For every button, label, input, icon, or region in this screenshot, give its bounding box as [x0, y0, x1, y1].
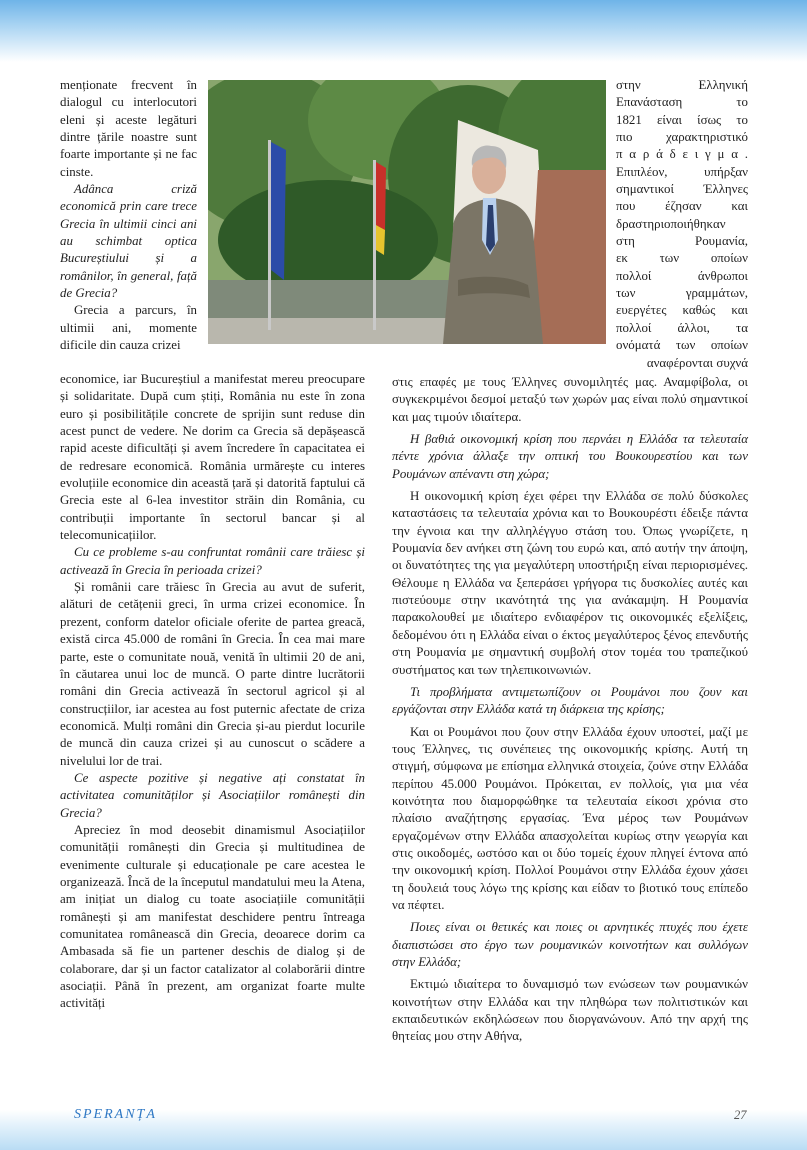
paragraph: menționate frecvent în dialogul cu interlocutori eleni și aceste legături dintre țările noastre sunt foarte importante și ne fac cinste.	[60, 78, 197, 179]
interview-question: Adânca criză economică prin care trece Grecia în ultimii cinci ani au schimbat optica Bucureștiului și a românilor, în general, față de Grecia?	[60, 182, 197, 301]
text-line: δραστηριοποιήθηκαν	[616, 216, 726, 231]
text-line: πολλοί άλλοι, τα	[616, 320, 748, 335]
paragraph: Εκτιμώ ιδιαίτερα το δυναμισμό των ενώσεων των ρουμανικών κοινοτήτων στην Ελλάδα και την πληθώρα των πολιτιστικών και εκπαιδευτικών εκδηλώσεων που διοργανώνουν. Από την αρχή της θητείας μου στην Αθήνα,	[392, 977, 748, 1044]
interview-question: Cu ce probleme s-au confruntat românii care trăiesc și activează în Grecia în perioada crizei?	[60, 545, 365, 577]
paragraph: economice, iar Bucureștiul a manifestat mereu preocupare și solidaritate. După cum știți, România nu este în zona euro și posibilitățile concrete de sprijin sunt reduse din acest punct de vedere. Ne dorim ca Grecia să depășească rapid aceste dificultăți și avem încredere în capacitatea ei de redresare economică. România urmărește cu interes evoluțiile economice din această țară și datorită faptului că Grecia este al 6-lea investitor străin din România, cu contribuții importante în sectorul bancar și al telecomunicațiilor.	[60, 372, 365, 543]
paragraph: Apreciez în mod deosebit dinamismul Asociațiilor comunității românești din Grecia și multitudinea de evenimente culturale și educaționale pe care acestea le organizează. Încă de la începutul mandatului meu la Atena, am inițiat un dialog cu toate asociațiile comunității românești și am manifestat deschidere pentru întreaga comunitatea românească din Grecia, deoarece dorim ca Ambasada să fie un partener deschis de dialog și de colaborare, dar și un factor catalizator al colaborării dintre asociații. Până în prezent, am organizat foarte multe activități	[60, 822, 365, 1011]
text-line: ευεργέτες καθώς και	[616, 303, 748, 318]
magazine-brand: SPERANȚA	[74, 1107, 157, 1122]
greek-column-top	[616, 77, 748, 372]
text-line: που έζησαν και	[616, 199, 748, 214]
romanian-column-main	[60, 371, 365, 1013]
romanian-column-top	[60, 77, 197, 355]
text-line: αναφέρονται συχνά	[646, 355, 748, 370]
greek-column-main	[392, 374, 748, 1051]
paragraph: Grecia a parcurs, în ultimii ani, momente dificile din cauza crizei	[60, 303, 197, 353]
interview-question: Ποιες είναι οι θετικές και ποιες οι αρνητικές πτυχές που έχετε διαπιστώσει στο έργο των ρουμανικών κοινοτήτων και συλλόγων στην Ελλάδα;	[392, 920, 748, 969]
top-gradient-band	[0, 0, 807, 62]
text-line: εκ των οποίων	[616, 251, 748, 266]
text-line: στην Ελληνική	[616, 78, 748, 92]
text-line: πολλοί άνθρωποι	[616, 268, 748, 283]
interview-question: Η βαθιά οικονομική κρίση που περνάει η Ελλάδα τα τελευταία πέντε χρόνια άλλαξε την οπτική του Βουκουρεστίου και των Ρουμάνων απέναντι στη χώρα;	[392, 432, 748, 481]
paragraph: Και οι Ρουμάνοι που ζουν στην Ελλάδα έχουν υποστεί, μαζί με τους Έλληνες, τις συνέπειες της οικονομικής κρίσης. Αυτή τη στιγμή, σύμφωνα με επίσημα ελληνικά στοιχεία, ζούνε στην Ελλάδα περίπου 45.000 Ρουμάνοι. Πρόκειται, εν πολλοίς, για μια νέα κοινότητα που διαμορφώθηκε τα τελευταία είκοσι χρόνια στο πλαίσιο αναζήτησης εργασίας. Ένα μέρος των Ρουμάνων εργαζομένων στην Ελλάδα απασχολείται κυρίως στην γεωργία και στις οικοδομές, ωστόσο και οι δύο τομείς έχουν πληγεί έντονα από την οικονομική κρίση. Πολλοί Ρουμάνοι στην Ελλάδα έχουν χάσει τη δουλειά τους λόγω της κρίσης και είδαν το βιοτικό τους επίπεδο να πέφτει.	[392, 724, 748, 912]
paragraph: στις επαφές με τους Έλληνες συνομιλητές μας. Αναμφίβολα, οι συγκεκριμένοι δεσμοί μεταξύ των χωρών μας είναι πολύ σημαντικοί και μας τιμούν ιδιαίτερα.	[392, 375, 748, 424]
text-line: π α ρ ά δ ε ι γ μ α .	[616, 147, 748, 162]
interview-question: Τι προβλήματα αντιμετωπίζουν οι Ρουμάνοι που ζουν και εργάζονται στην Ελλάδα κατά τη διάρκεια της κρίσης;	[392, 684, 748, 717]
page-number: 27	[734, 1108, 747, 1122]
paragraph: Η οικονομική κρίση έχει φέρει την Ελλάδα σε πολύ δύσκολες καταστάσεις τα τελευταία χρόνια και το Βουκουρέστι έδειξε πάντα την έγνοια και την αλληλέγγυο στάση του. Όπως γνωρίζετε, η Ρουμανία δεν ανήκει στη ζώνη του ευρώ και, από αυτήν την άποψη, οι δυνατότητες της για μεγαλύτερη υποστήριξη είναι περιορισμένες. Θέλουμε η Ελλάδα να ξεπεράσει γρήγορα τις δυσκολίες αυτές και πιστεύουμε στην ικανότητά της για ανάκαμψη. Η Ρουμανία παρακολουθεί με ιδιαίτερο ενδιαφέρον τις οικονομικές εξελίξεις, δεδομένου ότι η Ελλάδα είναι ο έκτος μεγαλύτερος ξένος επενδυτής στη Ρουμανία με σημαντική συμβολή στον τομέα του τραπεζικού συστήματος και των τηλεπικοινωνιών.	[392, 489, 748, 677]
text-line: στη Ρουμανία,	[616, 234, 748, 249]
text-line: πιο χαρακτηριστικό	[616, 130, 748, 145]
ambassador-photo	[208, 80, 606, 344]
text-line: των γραμμάτων,	[616, 286, 748, 301]
paragraph: Și românii care trăiesc în Grecia au avut de suferit, alături de cetățenii greci, în urma crizei economice. În prezent, conform datelor oficiale oferite de partea greacă, există circa 45.000 de români în Grecia. În cea mai mare parte, este o comunitate nouă, venită în ultimii 20 de ani, în căutarea unui loc de muncă. O parte dintre lucrătorii români din Grecia activează în sectorul agricol și al construcțiilor, iar acestea au fost puternic afectate de criza economică. Mulți români din Grecia și-au pierdut locurile de muncă din cauza crizei și au cunoscut o scădere a nivelului lor de trai.	[60, 580, 365, 768]
text-line: Επανάσταση το	[616, 95, 748, 110]
text-line: σημαντικοί Έλληνες	[616, 182, 748, 197]
text-line: 1821 είναι ίσως το	[616, 112, 748, 127]
interview-question: Ce aspecte pozitive și negative ați constatat în activitatea comunităților și Asociațiilor românești din Grecia?	[60, 770, 365, 820]
text-line: ονόματά των οποίων	[616, 338, 748, 353]
text-line: Επιπλέον, υπήρξαν	[616, 164, 748, 179]
